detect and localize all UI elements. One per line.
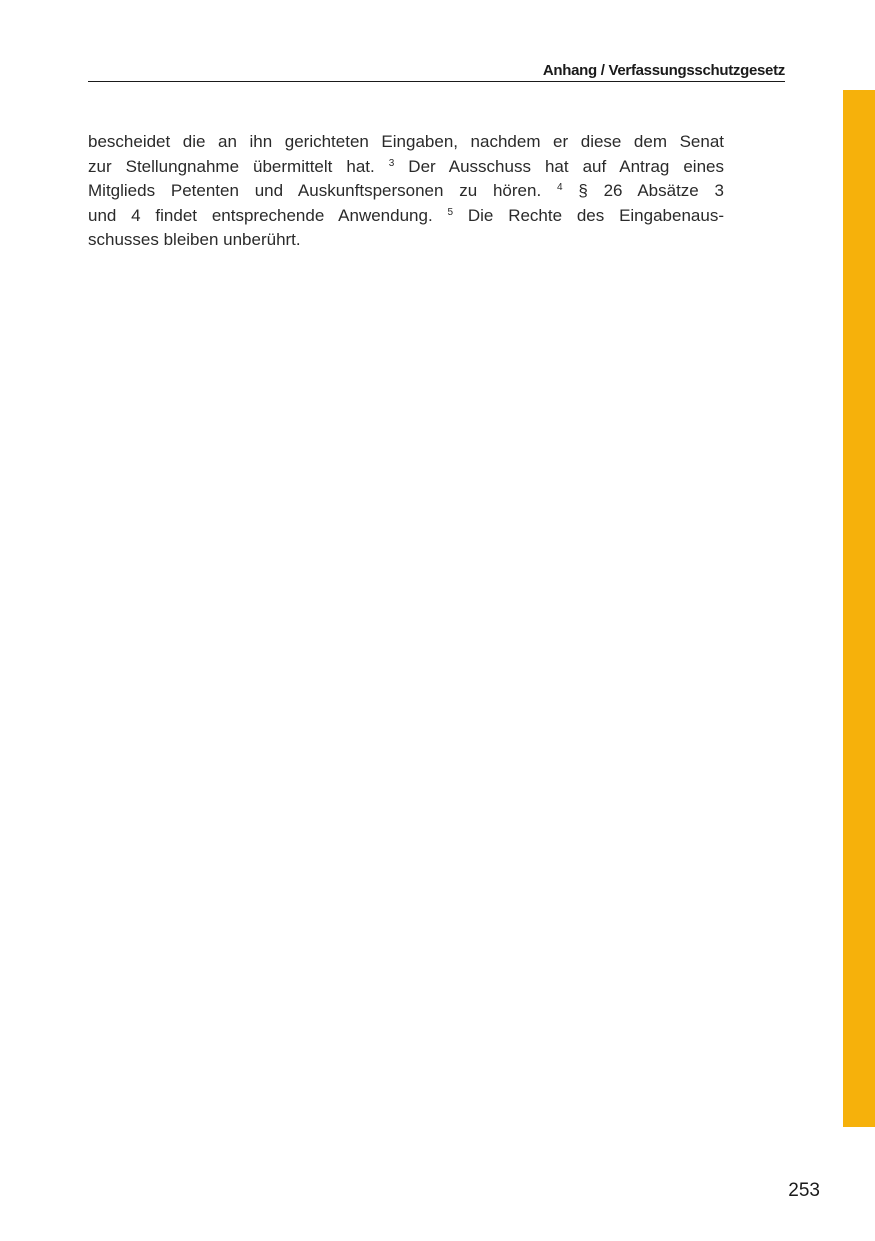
text-segment: Mitglieds Petenten und Auskunftspersonen zu hören. — [88, 181, 542, 200]
text-segment: § 26 Absätze 3 — [578, 181, 725, 200]
body-text — [88, 130, 724, 253]
header-rule — [88, 81, 785, 82]
text-segment: bescheidet die an ihn gerichteten Eingaben, nachdem er diese dem Senat — [88, 132, 724, 151]
text-segment: zur Stellungnahme übermittelt hat. — [88, 156, 375, 176]
running-head: Anhang / Verfassungsschutzgesetz — [542, 62, 785, 79]
chapter-thumb-tab — [843, 90, 875, 1127]
text-line — [88, 155, 724, 180]
text-line — [88, 204, 724, 229]
text-line — [88, 179, 724, 204]
text-segment: schusses bleiben unberührt. — [88, 230, 301, 249]
text-segment: und 4 findet entsprechende Anwendung. — [88, 205, 433, 225]
sentence-number: 4 — [556, 182, 563, 193]
text-segment: Der Ausschuss hat auf Antrag eines — [408, 156, 724, 176]
sentence-number: 3 — [388, 157, 395, 169]
sentence-number: 5 — [447, 206, 454, 218]
text-line — [88, 228, 724, 253]
page-number: 253 — [788, 1180, 820, 1201]
text-line — [88, 130, 724, 155]
text-segment: Die Rechte des Eingabenaus- — [467, 205, 724, 225]
